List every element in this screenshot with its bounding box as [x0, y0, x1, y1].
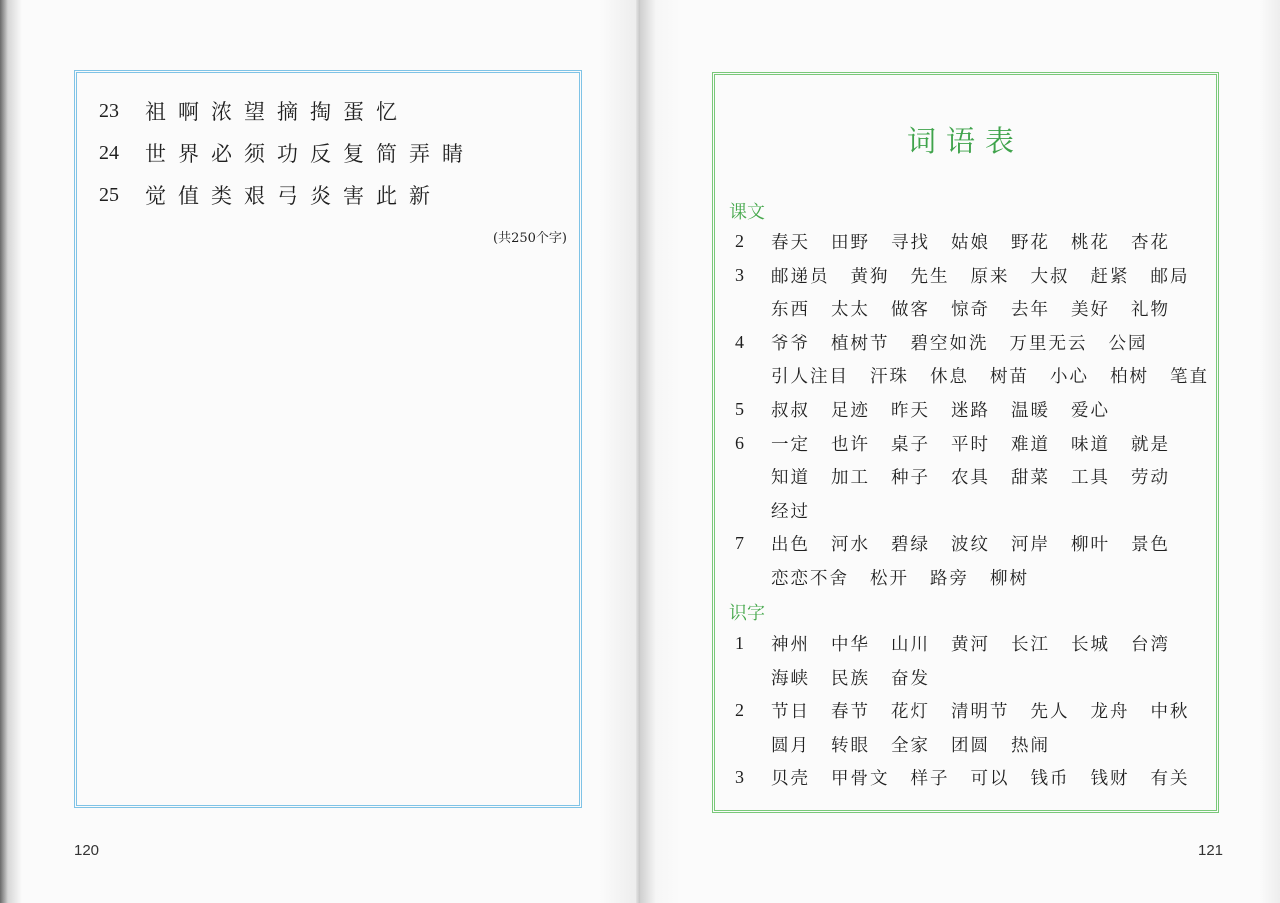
word-line — [735, 326, 1169, 359]
vocabulary-word: 龙舟 — [1090, 702, 1130, 723]
vocabulary-word: 难道 — [1011, 434, 1050, 455]
char-row — [99, 93, 409, 129]
vocabulary-word: 甜菜 — [1011, 468, 1050, 489]
vocabulary-word: 转眼 — [831, 735, 870, 756]
vocabulary-word: 姑娘 — [951, 233, 990, 253]
vocabulary-word: 邮局 — [1150, 266, 1190, 287]
lesson-number: 23 — [99, 99, 119, 122]
vocabulary-word: 太太 — [831, 300, 870, 321]
vocabulary-word: 节日 — [771, 702, 810, 723]
word-line — [735, 494, 831, 527]
page-number-left: 120 — [74, 842, 100, 859]
vocabulary-word: 河水 — [831, 535, 870, 556]
vocabulary-word: 圆月 — [771, 735, 810, 756]
vocabulary-word: 东西 — [771, 300, 810, 321]
word-line — [735, 393, 1131, 426]
character-list: 世界必须功反复简弄睛 — [145, 142, 475, 166]
lesson-number: 6 — [735, 432, 744, 453]
vocabulary-word: 奋发 — [891, 668, 930, 689]
vocabulary-word: 邮递员 — [771, 266, 830, 287]
vocabulary-word: 贝壳 — [771, 769, 810, 790]
vocabulary-word: 农具 — [951, 468, 990, 489]
vocabulary-word: 黄狗 — [850, 266, 890, 287]
vocabulary-word: 树苗 — [990, 367, 1029, 388]
word-line — [735, 359, 1230, 392]
vocabulary-word: 热闹 — [1011, 735, 1050, 756]
vocabulary-word: 野花 — [1011, 233, 1050, 253]
vocabulary-word: 经过 — [771, 501, 810, 522]
vocabulary-word: 做客 — [891, 300, 930, 321]
vocabulary-word: 足迹 — [831, 401, 870, 421]
vocabulary-word: 柳树 — [990, 569, 1029, 589]
vocabulary-word: 海峡 — [771, 668, 810, 689]
word-line — [735, 225, 1191, 258]
lesson-number: 2 — [735, 700, 744, 721]
vocabulary-word: 桌子 — [891, 434, 930, 455]
vocabulary-word: 大叔 — [1030, 266, 1070, 287]
vocabulary-word: 休息 — [930, 367, 969, 388]
vocabulary-word: 钱财 — [1090, 769, 1130, 790]
vocabulary-word: 味道 — [1071, 434, 1110, 455]
page-number-right: 121 — [1198, 842, 1224, 859]
vocabulary-word: 植树节 — [831, 333, 890, 354]
word-line — [735, 292, 1191, 325]
vocabulary-word: 引人注目 — [771, 367, 849, 388]
lesson-number: 25 — [99, 183, 119, 206]
word-line — [735, 661, 951, 694]
vocabulary-box — [712, 72, 1219, 813]
vocabulary-title: 词语表 — [906, 124, 1024, 158]
vocabulary-word: 知道 — [771, 468, 810, 489]
vocabulary-word: 小心 — [1050, 367, 1089, 388]
lesson-number: 24 — [99, 141, 119, 164]
word-line — [735, 460, 1191, 493]
vocabulary-word: 爱心 — [1071, 401, 1110, 421]
vocabulary-word: 碧绿 — [891, 535, 930, 556]
vocabulary-word: 万里无云 — [1009, 333, 1088, 354]
vocabulary-word: 春天 — [771, 233, 810, 253]
character-list: 祖啊浓望摘掏蛋忆 — [145, 100, 409, 124]
vocabulary-word: 也许 — [831, 434, 870, 455]
vocabulary-word: 惊奇 — [951, 300, 990, 321]
vocabulary-word: 寻找 — [891, 233, 930, 253]
vocabulary-word: 中华 — [831, 635, 870, 655]
vocabulary-word: 温暖 — [1011, 401, 1050, 421]
char-row — [99, 177, 442, 213]
vocabulary-word: 赶紧 — [1090, 266, 1130, 287]
vocabulary-word: 钱币 — [1030, 769, 1070, 790]
vocabulary-word: 美好 — [1071, 300, 1110, 321]
vocabulary-word: 迷路 — [951, 401, 990, 421]
lesson-number: 5 — [735, 399, 744, 419]
vocabulary-word: 田野 — [831, 233, 870, 253]
vocabulary-word: 黄河 — [951, 635, 990, 655]
lesson-number: 3 — [735, 264, 744, 285]
word-line — [735, 561, 1050, 594]
vocabulary-word: 杏花 — [1131, 233, 1170, 253]
vocabulary-word: 神州 — [771, 635, 810, 655]
vocabulary-word: 河岸 — [1011, 535, 1050, 556]
lesson-number: 4 — [735, 331, 744, 352]
vocabulary-word: 叔叔 — [771, 401, 810, 421]
vocabulary-word: 公园 — [1108, 333, 1148, 354]
vocabulary-word: 有关 — [1150, 769, 1190, 790]
vocabulary-word: 春节 — [831, 702, 870, 723]
vocabulary-word: 可以 — [970, 769, 1010, 790]
vocabulary-word: 就是 — [1131, 434, 1170, 455]
vocabulary-word: 柏树 — [1110, 367, 1149, 388]
vocabulary-word: 中秋 — [1150, 702, 1190, 723]
vocabulary-word: 原来 — [970, 266, 1010, 287]
vocabulary-word: 景色 — [1131, 535, 1170, 556]
vocabulary-word: 先生 — [910, 266, 950, 287]
vocabulary-word: 花灯 — [891, 702, 930, 723]
vocabulary-word: 甲骨文 — [831, 769, 890, 790]
vocabulary-word: 加工 — [831, 468, 870, 489]
word-line — [735, 627, 1191, 660]
vocabulary-word: 波纹 — [951, 535, 990, 556]
word-line — [735, 728, 1071, 761]
char-row — [99, 135, 475, 171]
vocabulary-word: 平时 — [951, 434, 990, 455]
section-heading-kewen: 课文 — [729, 202, 765, 223]
vocabulary-word: 长城 — [1071, 635, 1110, 655]
lesson-number: 1 — [735, 633, 744, 653]
lesson-number: 7 — [735, 533, 744, 554]
lesson-number: 3 — [735, 767, 744, 788]
vocabulary-word: 爷爷 — [771, 333, 810, 354]
vocabulary-word: 劳动 — [1131, 468, 1170, 489]
word-line — [735, 527, 1191, 560]
vocabulary-word: 全家 — [891, 735, 930, 756]
word-line — [735, 761, 1211, 794]
vocabulary-word: 团圆 — [951, 735, 990, 756]
vocabulary-word: 去年 — [1011, 300, 1050, 321]
vocabulary-word: 山川 — [891, 635, 930, 655]
vocabulary-word: 台湾 — [1131, 635, 1170, 655]
vocabulary-word: 桃花 — [1071, 233, 1110, 253]
vocabulary-word: 昨天 — [891, 401, 930, 421]
vocabulary-word: 路旁 — [930, 569, 969, 589]
word-line — [735, 427, 1191, 460]
lesson-number: 2 — [735, 231, 744, 251]
vocabulary-word: 出色 — [771, 535, 810, 556]
character-list: 觉值类艰弓炎害此新 — [145, 184, 442, 208]
word-line — [735, 259, 1211, 292]
vocabulary-word: 清明节 — [951, 702, 1010, 723]
vocabulary-word: 松开 — [870, 569, 909, 589]
vocabulary-word: 种子 — [891, 468, 930, 489]
character-list-box — [74, 70, 582, 808]
vocabulary-word: 一定 — [771, 434, 810, 455]
vocabulary-word: 先人 — [1030, 702, 1070, 723]
vocabulary-word: 柳叶 — [1071, 535, 1110, 556]
vocabulary-word: 礼物 — [1131, 300, 1170, 321]
vocabulary-word: 汗珠 — [870, 367, 909, 388]
right-page — [640, 0, 1280, 903]
section-heading-shizi: 识字 — [729, 603, 765, 624]
vocabulary-word: 恋恋不舍 — [771, 569, 849, 589]
vocabulary-word: 工具 — [1071, 468, 1110, 489]
character-total: (共250个字) — [493, 231, 567, 246]
word-line — [735, 694, 1211, 727]
vocabulary-word: 样子 — [910, 769, 950, 790]
vocabulary-word: 长江 — [1011, 635, 1050, 655]
vocabulary-word: 民族 — [831, 668, 870, 689]
vocabulary-word: 碧空如洗 — [910, 333, 989, 354]
vocabulary-word: 笔直 — [1170, 367, 1209, 388]
